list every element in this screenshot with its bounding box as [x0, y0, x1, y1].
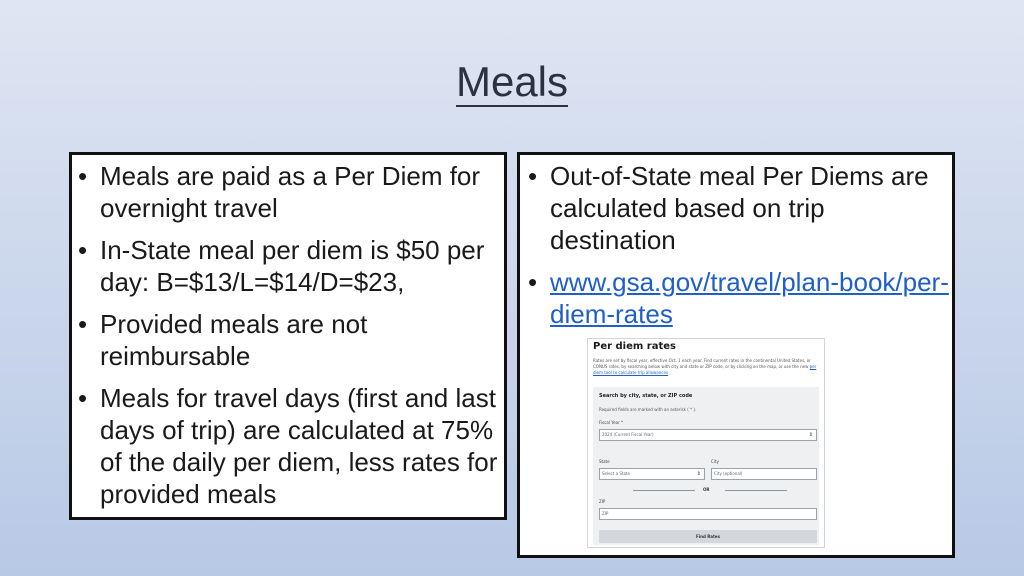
bullet-travel-days: • Meals for travel days (first and last days of trip) are calculated at 75% of the daily per diem, less rates for provided meals [74, 382, 504, 510]
bullet-in-state-rate: • In-State meal per diem is $50 per day: B=$13/L=$14/D=$23, [74, 234, 504, 298]
screenshot-description: Rates are set by fiscal year, effective Oct. 1 each year. Find current rates in the continental United States, or CONUS rates, by searching below with city and state or ZIP code, or by clicking on the map, or use the new per diem tool to calculate trip allowances [593, 358, 817, 375]
search-panel [593, 387, 819, 545]
screenshot-title: Per diem rates [593, 341, 676, 352]
gsa-per-diem-link[interactable]: www.gsa.gov/travel/plan-book/per-diem-rates [550, 267, 949, 329]
fiscal-year-label: Fiscal Year * [599, 420, 623, 425]
or-divider-right [725, 490, 787, 491]
per-diem-tool-link[interactable]: per diem tool to calculate trip allowances [593, 364, 817, 375]
left-content-box [69, 152, 507, 520]
state-label: State [599, 459, 610, 464]
city-input[interactable]: City (optional) [711, 468, 817, 480]
bullet-gsa-link [524, 266, 952, 330]
zip-label: ZIP [599, 499, 606, 504]
left-bullet-list [74, 160, 504, 520]
bullet-per-diem: • Meals are paid as a Per Diem for overnight travel [74, 160, 504, 224]
fiscal-year-select[interactable]: 2024 (Current Fiscal Year) ⇕ [599, 429, 817, 441]
right-bullet-list [524, 160, 952, 340]
find-rates-button[interactable]: Find Rates [599, 530, 817, 543]
or-text: OR [703, 487, 710, 492]
select-caret-icon: ⇕ [696, 471, 701, 477]
slide-title: Meals [455, 58, 569, 105]
select-caret-icon: ⇕ [808, 432, 813, 438]
city-label: City [711, 459, 719, 464]
state-select[interactable]: Select a State ⇕ [599, 468, 705, 480]
bullet-provided-meals: • Provided meals are not reimbursable [74, 308, 504, 372]
bullet-out-of-state: • Out-of-State meal Per Diems are calculated based on trip destination [524, 160, 952, 256]
or-divider-left [633, 490, 695, 491]
required-note: Required fields are marked with an asterisk ( * ). [599, 407, 697, 412]
search-heading: Search by city, state, or ZIP code [599, 393, 693, 399]
zip-input[interactable]: ZIP [599, 508, 817, 520]
per-diem-screenshot [587, 338, 825, 548]
